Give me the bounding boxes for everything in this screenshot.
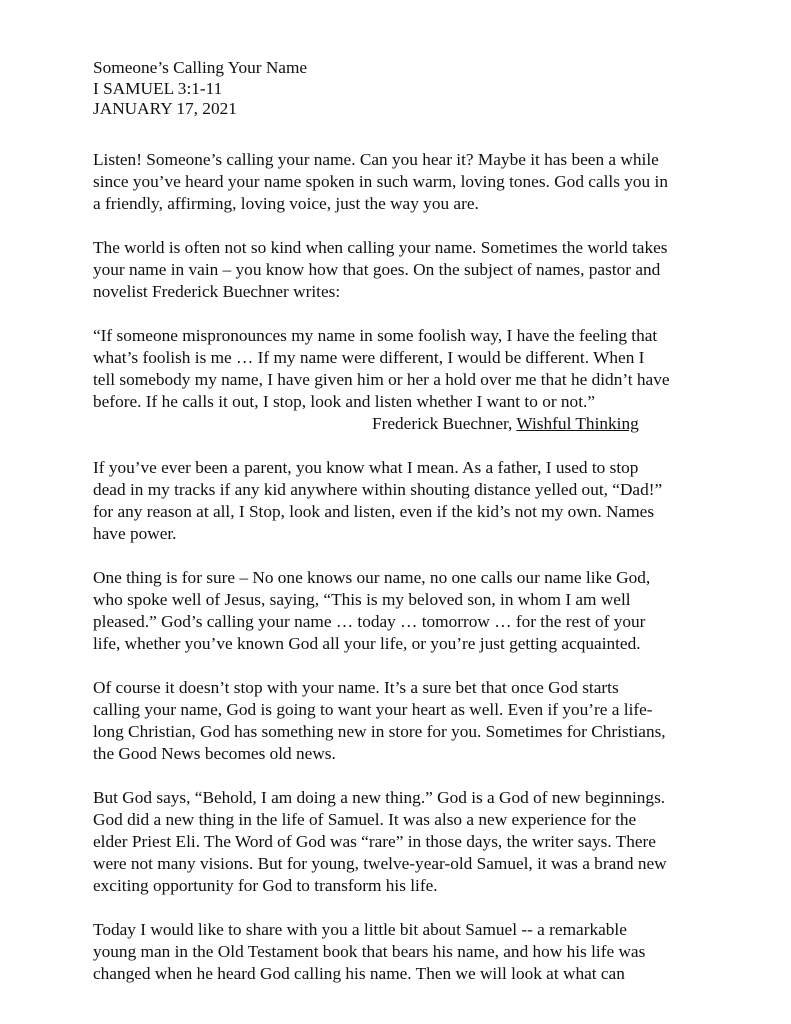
sermon-body bbox=[93, 149, 733, 1007]
scripture-reference: I SAMUEL 3:1-11 bbox=[93, 78, 223, 98]
text-line: The world is often not so kind when calling your name. Sometimes the world takes bbox=[93, 238, 668, 257]
text-line: your name in vain – you know how that goes. On the subject of names, pastor and bbox=[93, 260, 661, 279]
sermon-header bbox=[93, 58, 307, 120]
text-line: life, whether you’ve known God all your life, or you’re just getting acquainted. bbox=[93, 634, 641, 653]
text-line: novelist Frederick Buechner writes: bbox=[93, 282, 341, 301]
text-line: But God says, “Behold, I am doing a new thing.” God is a God of new beginnings. bbox=[93, 788, 666, 807]
quote-book-title: Wishful Thinking bbox=[516, 414, 639, 433]
text-line: If you’ve ever been a parent, you know what I mean. As a father, I used to stop bbox=[93, 458, 639, 477]
paragraph bbox=[93, 237, 733, 303]
quote-attribution bbox=[93, 413, 733, 435]
text-line: exciting opportunity for God to transform his life. bbox=[93, 876, 438, 895]
text-line: One thing is for sure – No one knows our name, no one calls our name like God, bbox=[93, 568, 651, 587]
quote-line: what’s foolish is me … If my name were different, I would be different. When I bbox=[93, 348, 645, 367]
text-line: God did a new thing in the life of Samuel. It was also a new experience for the bbox=[93, 810, 637, 829]
text-line: the Good News becomes old news. bbox=[93, 744, 336, 763]
text-line: changed when he heard God calling his name. Then we will look at what can bbox=[93, 964, 625, 983]
text-line: for any reason at all, I Stop, look and listen, even if the kid’s not my own. Names bbox=[93, 502, 655, 521]
text-line: pleased.” God’s calling your name … today … tomorrow … for the rest of your bbox=[93, 612, 646, 631]
text-line: who spoke well of Jesus, saying, “This is my beloved son, in whom I am well bbox=[93, 590, 631, 609]
quote-line: “If someone mispronounces my name in some foolish way, I have the feeling that bbox=[93, 326, 658, 345]
text-line: since you’ve heard your name spoken in such warm, loving tones. God calls you in bbox=[93, 172, 668, 191]
text-line: Of course it doesn’t stop with your name. It’s a sure bet that once God starts bbox=[93, 678, 619, 697]
quote-line: before. If he calls it out, I stop, look and listen whether I want to or not.” bbox=[93, 392, 595, 411]
text-line: Today I would like to share with you a little bit about Samuel -- a remarkable bbox=[93, 920, 627, 939]
text-line: elder Priest Eli. The Word of God was “rare” in those days, the writer says. There bbox=[93, 832, 656, 851]
buechner-quote bbox=[93, 325, 733, 435]
paragraph bbox=[93, 567, 733, 655]
text-line: a friendly, affirming, loving voice, just the way you are. bbox=[93, 194, 479, 213]
text-line: Listen! Someone’s calling your name. Can you hear it? Maybe it has been a while bbox=[93, 150, 659, 169]
paragraph bbox=[93, 919, 733, 985]
text-line: young man in the Old Testament book that bears his name, and how his life was bbox=[93, 942, 646, 961]
sermon-date: JANUARY 17, 2021 bbox=[93, 99, 237, 118]
paragraph bbox=[93, 787, 733, 897]
paragraph bbox=[93, 457, 733, 545]
text-line: calling your name, God is going to want your heart as well. Even if you’re a life- bbox=[93, 700, 653, 719]
paragraph bbox=[93, 677, 733, 765]
text-line: were not many visions. But for young, twelve-year-old Samuel, it was a brand new bbox=[93, 854, 667, 873]
text-line: have power. bbox=[93, 524, 177, 543]
quote-author: Frederick Buechner, bbox=[372, 414, 517, 433]
paragraph bbox=[93, 149, 733, 215]
sermon-title: Someone’s Calling Your Name bbox=[93, 58, 308, 77]
text-line: long Christian, God has something new in store for you. Sometimes for Christians, bbox=[93, 722, 666, 741]
quote-line: tell somebody my name, I have given him or her a hold over me that he didn’t have bbox=[93, 370, 670, 389]
text-line: dead in my tracks if any kid anywhere within shouting distance yelled out, “Dad!” bbox=[93, 480, 663, 499]
